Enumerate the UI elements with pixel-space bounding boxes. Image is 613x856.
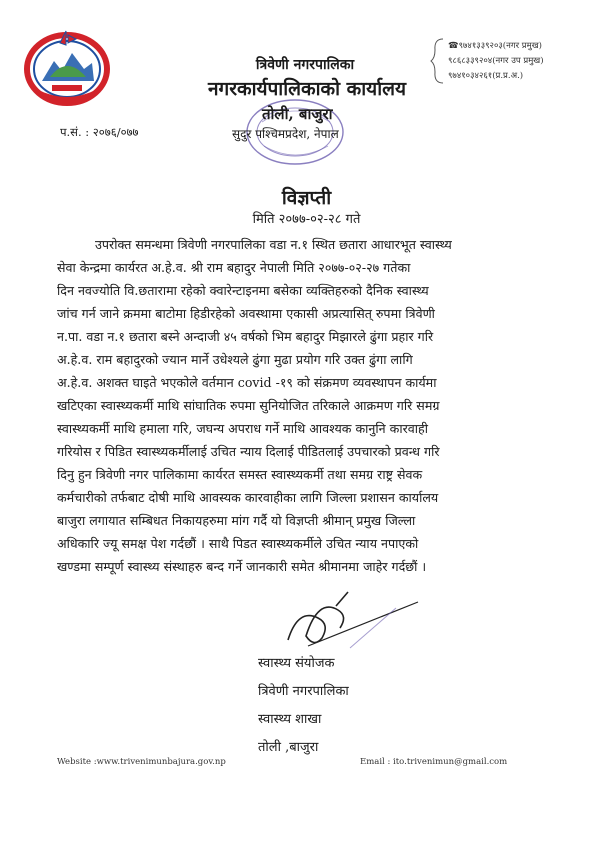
office-location: तोली, बाजुरा: [262, 105, 333, 123]
nepal-emblem-icon: [22, 25, 112, 107]
office-title: नगरकार्यपालिकाको कार्यालय: [207, 78, 407, 100]
body-line: न.पा. वडा न.१ छतारा बस्ने अन्दाजी ४५ वर्षको भिम बहादुर मिझारले ढुंगा प्रहार गरि: [57, 329, 434, 344]
phone-mayor: ☎९७४१३३९२०३(नगर प्रमुख): [448, 41, 542, 51]
body-line: सेवा केन्द्रमा कार्यरत अ.हे.व. श्री राम बहादुर नेपाली मिति २०७७-०२-२७ गतेका: [57, 260, 411, 275]
signature-block: [258, 650, 349, 762]
body-line: दिन नवज्योति वि.छतारामा रहेको क्वारेन्टाइनमा बसेका व्यक्तिहरुको दैनिक स्वास्थ्य: [57, 283, 429, 298]
signatory-org: त्रिवेणी नगरपालिका: [258, 684, 349, 699]
body-line: कर्मचारीको तर्फबाट दोषी माथि आवस्यक कारवाहीका लागि जिल्ला प्रशासन कार्यालय: [57, 490, 439, 505]
signatory-place: तोली ,बाजुरा: [258, 740, 319, 755]
body-line: अ.हे.व. राम बहादुरको ज्यान मार्ने उधेश्यले ढुंगा मुढा प्रयोग गरि उक्त ढुंगा लागि: [57, 352, 413, 367]
body-line: बाजुरा लगायात सम्बिधत निकायहरुमा मांग गर्दै यो विज्ञप्ती श्रीमान् प्रमुख जिल्ला: [57, 513, 416, 528]
phone-cao: ९७४१०३४२६१(प्र.प्र.अ.): [448, 71, 524, 81]
signatory-branch: स्वास्थ्य शाखा: [258, 712, 322, 727]
footer-website: Website :www.trivenimunbajura.gov.np: [57, 757, 226, 767]
body-line: दिनु हुन त्रिवेणी नगर पालिकामा कार्यरत समस्त स्वास्थ्यकर्मी तथा समग्र राष्ट्र सेवक: [57, 467, 423, 482]
bracket-icon: [430, 38, 444, 84]
body-line: अ.हे.व. अशक्त घाइते भएकोले वर्तमान covid -१९ को संक्रमण व्यवस्थापन कार्यमा: [57, 375, 437, 390]
body-line: खण्डमा सम्पूर्ण स्वास्थ्य संस्थाहरु बन्द गर्ने जानकारी समेत श्रीमानमा जाहेर गर्दछौं ।: [57, 559, 427, 574]
body-line: खटिएका स्वास्थ्यकर्मी माथि सांघातिक रुपमा सुनियोजित तरिकाले आक्रमण गरि समग्र: [57, 398, 440, 413]
province-line: सुदुर पश्चिमप्रदेश, नेपाल: [232, 127, 339, 141]
body-line: गरियोस र पिडित स्वास्थ्यकर्मीलाई उचित न्याय दिलाई पीडितलाई उपचारको प्रवन्ध गरि: [57, 444, 440, 459]
body-line: उपरोक्त समन्धमा त्रिवेणी नगरपालिका वडा न.१ स्थित छतारा आधारभूत स्वास्थ्य: [95, 237, 452, 252]
org-name: त्रिवेणी नगरपालिका: [255, 57, 355, 73]
body-line: जांच गर्न जाने क्रममा बाटोमा हिडीरहेको अवस्थामा एकासी अप्रत्यासित् रुपमा त्रिवेणी: [57, 306, 435, 321]
signatory-designation: स्वास्थ्य संयोजक: [258, 656, 335, 671]
reference-number: प.सं. : २०७६/०७७: [60, 125, 139, 139]
notice-title: विज्ञप्ती: [281, 187, 332, 209]
body-line: अधिकारि ज्यू समक्ष पेश गर्दछौं । साथै पिडत स्वास्थ्यकर्मीले उचित न्याय नपाएको: [57, 536, 419, 551]
footer-email: Email : ito.trivenimun@gmail.com: [360, 757, 508, 767]
notice-date: मिति २०७७-०२-२८ गते: [252, 212, 361, 227]
body-line: स्वास्थ्यकर्मी माथि हमाला गरि, जघन्य अपराध गर्ने माथि आवश्यक कानुनि कारवाही: [57, 421, 428, 436]
signature-icon: [278, 588, 428, 658]
phone-deputy-mayor: ९८६८३३९२०४(नगर उप प्रमुख): [448, 56, 544, 66]
phone-list: [448, 39, 544, 84]
